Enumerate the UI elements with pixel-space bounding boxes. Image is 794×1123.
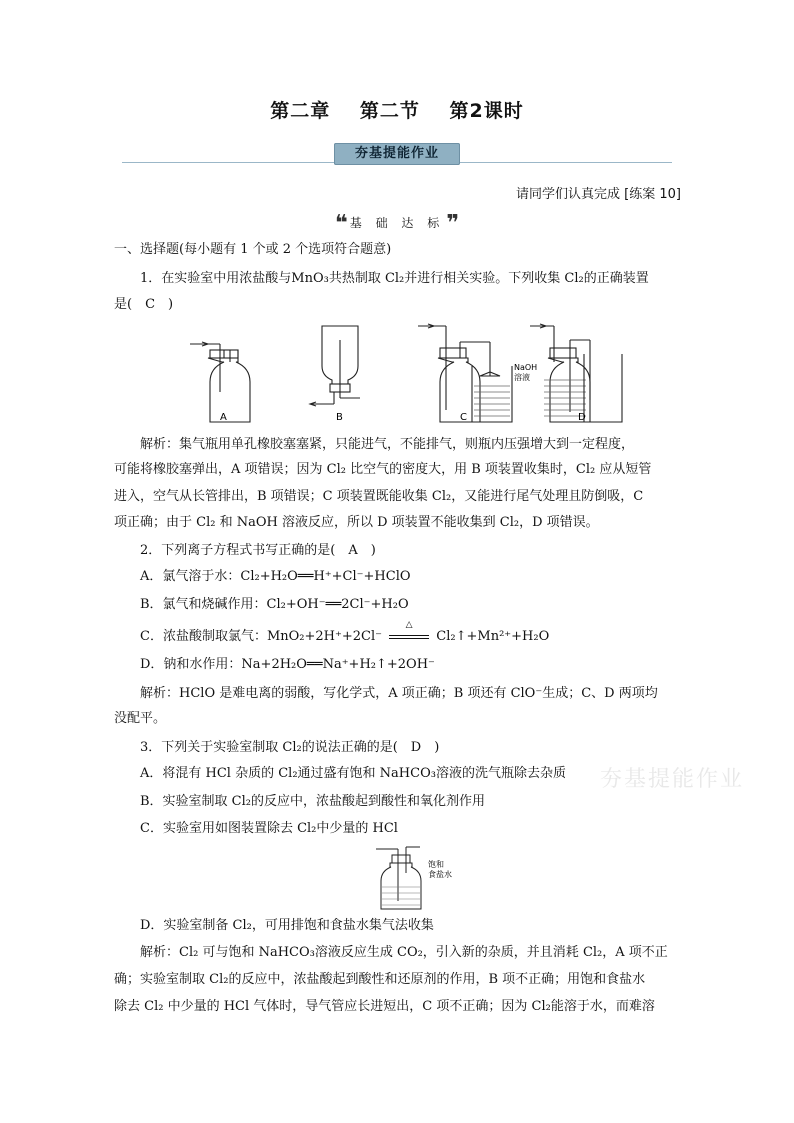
heat-symbol: △ <box>405 620 413 630</box>
apparatus-b <box>310 326 360 406</box>
title-chapter: 第二章 <box>270 100 331 122</box>
watermark: 夯基提能作业 <box>600 767 745 792</box>
q1-stem-line1: 1．在实验室中用浓盐酸与MnO₃共热制取 Cl₂并进行相关实验。下列收集 Cl₂的正确装置 <box>140 271 649 286</box>
naoh-label-line1: NaOH <box>514 363 538 372</box>
q3-option-a: A．将混有 HCl 杂质的 Cl₂通过盛有饱和 NaHCO₃溶液的洗气瓶除去杂质 <box>140 766 566 781</box>
q3-option-c: C．实验室用如图装置除去 Cl₂中少量的 HCl <box>140 821 398 836</box>
q2-option-c-right: Cl₂↑+Mn²⁺+H₂O <box>436 629 550 644</box>
section-heading <box>0 211 794 236</box>
naoh-label-line2: 溶液 <box>514 373 530 382</box>
heat-arrow <box>386 620 432 646</box>
title-lesson: 第2课时 <box>449 100 524 122</box>
apparatus-d <box>530 324 622 422</box>
label-b: B <box>336 412 343 423</box>
fig-label-line1: 饱和 <box>428 860 444 869</box>
q1-analysis-line1: 解析：集气瓶用单孔橡胶塞塞紧，只能进气，不能排气，则瓶内压强增大到一定程度， <box>140 437 635 452</box>
label-d: D <box>578 412 586 423</box>
q3-option-b: B．实验室制取 Cl₂的反应中，浓盐酸起到酸性和氧化剂作用 <box>140 794 486 809</box>
section-instructions: 一、选择题(每小题有 1 个或 2 个选项符合题意) <box>114 242 392 257</box>
q3-analysis-line1: 解析：Cl₂ 可与饱和 NaHCO₃溶液反应生成 CO₂，引入新的杂质，并且消耗 Cl₂，A 项不正 <box>140 945 668 960</box>
q2-option-c <box>140 620 684 646</box>
title-section: 第二节 <box>359 100 420 122</box>
q2-option-c-left: C．浓盐酸制取氯气：MnO₂+2H⁺+2Cl⁻ <box>140 629 382 644</box>
apparatus-a <box>190 342 250 422</box>
q1-stem-line2: 是( C ) <box>114 297 174 312</box>
q2-option-a: A．氯气溶于水：Cl₂+H₂O══H⁺+Cl⁻+HClO <box>140 569 411 584</box>
label-a: A <box>220 412 227 423</box>
fig-label-line2: 食盐水 <box>428 870 452 879</box>
q3-option-d: D．实验室制备 Cl₂，可用排饱和食盐水集气法收集 <box>140 918 434 933</box>
q2-option-d: D．钠和水作用：Na+2H₂O══Na⁺+H₂↑+2OH⁻ <box>140 657 435 672</box>
q2-option-b: B．氯气和烧碱作用：Cl₂+OH⁻══2Cl⁻+H₂O <box>140 597 409 612</box>
label-c: C <box>460 412 467 423</box>
q3-analysis-line2: 确；实验室制取 Cl₂的反应中，浓盐酸起到酸性和还原剂的作用，B 项不正确；用饱和食盐水 <box>114 972 646 987</box>
assignment-note: 请同学们认真完成 [练案 10] <box>516 187 681 202</box>
q3-wash-bottle-figure <box>372 843 462 913</box>
q1-analysis-line4: 项正确；由于 Cl₂ 和 NaOH 溶液反应，所以 D 项装置不能收集到 Cl₂，D 项错误。 <box>114 515 599 530</box>
page-title <box>0 96 794 123</box>
apparatus-c <box>418 324 512 422</box>
q1-apparatus-figure <box>180 320 630 430</box>
q2-analysis-line2: 没配平。 <box>114 711 167 726</box>
section-label: 基 础 达 标 <box>349 216 445 230</box>
q2-analysis-line1: 解析：HClO 是难电离的弱酸，写化学式，A 项正确；B 项还有 ClO⁻生成；C、D 两项均 <box>140 686 658 701</box>
open-quote-icon: ❝ <box>334 211 348 236</box>
q1-analysis-line2: 可能将橡胶塞弹出，A 项错误；因为 Cl₂ 比空气的密度大，用 B 项装置收集时，Cl₂ 应从短管 <box>114 462 652 477</box>
q3-stem: 3．下列关于实验室制取 Cl₂的说法正确的是( D ) <box>140 740 440 755</box>
close-quote-icon: ❞ <box>446 211 460 236</box>
q3-analysis-line3: 除去 Cl₂ 中少量的 HCl 气体时，导气管应长进短出，C 项不正确；因为 Cl₂能溶于水，而难溶 <box>114 999 655 1014</box>
worksheet-badge: 夯基提能作业 <box>334 143 460 165</box>
q2-stem: 2．下列离子方程式书写正确的是( A ) <box>140 543 376 558</box>
q1-analysis-line3: 进入，空气从长管排出，B 项错误；C 项装置既能收集 Cl₂，又能进行尾气处理且防倒吸，C <box>114 489 644 504</box>
